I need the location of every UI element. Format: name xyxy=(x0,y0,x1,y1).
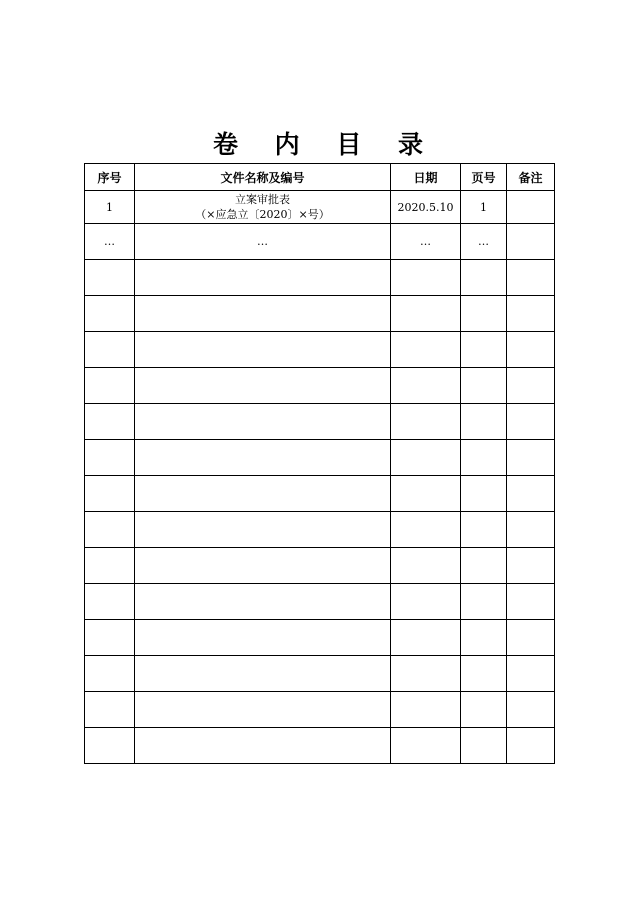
cell-document-name xyxy=(135,404,391,440)
table-row xyxy=(85,656,555,692)
cell-page-number xyxy=(461,656,507,692)
cell-date xyxy=(391,476,461,512)
cell-date: 2020.5.10 xyxy=(391,191,461,224)
cell-date xyxy=(391,620,461,656)
cell-document-name xyxy=(135,191,391,224)
cell-serial-number xyxy=(85,332,135,368)
cell-document-name xyxy=(135,692,391,728)
cell-document-name xyxy=(135,296,391,332)
cell-page-number xyxy=(461,476,507,512)
cell-date xyxy=(391,260,461,296)
cell-serial-number xyxy=(85,512,135,548)
cell-remarks xyxy=(507,548,555,584)
cell-date xyxy=(391,440,461,476)
document-name-line: 立案审批表 xyxy=(235,193,290,206)
cell-document-name xyxy=(135,584,391,620)
cell-date xyxy=(391,728,461,764)
table-row xyxy=(85,368,555,404)
cell-serial-number xyxy=(85,584,135,620)
cell-date xyxy=(391,548,461,584)
cell-date xyxy=(391,368,461,404)
cell-remarks xyxy=(507,224,555,260)
table-row xyxy=(85,296,555,332)
cell-page-number xyxy=(461,440,507,476)
cell-serial-number xyxy=(85,440,135,476)
header-date: 日期 xyxy=(391,164,461,191)
catalog-table xyxy=(84,163,555,764)
cell-page-number xyxy=(461,368,507,404)
table-body xyxy=(85,191,555,764)
cell-remarks xyxy=(507,692,555,728)
cell-date xyxy=(391,332,461,368)
table-row xyxy=(85,404,555,440)
cell-remarks xyxy=(507,368,555,404)
cell-serial-number xyxy=(85,692,135,728)
cell-document-name xyxy=(135,728,391,764)
cell-remarks xyxy=(507,296,555,332)
cell-serial-number xyxy=(85,476,135,512)
cell-remarks xyxy=(507,191,555,224)
header-page-number: 页号 xyxy=(461,164,507,191)
cell-serial-number xyxy=(85,620,135,656)
cell-serial-number xyxy=(85,728,135,764)
cell-serial-number: … xyxy=(85,224,135,260)
header-serial-number: 序号 xyxy=(85,164,135,191)
cell-page-number xyxy=(461,728,507,764)
cell-document-name xyxy=(135,332,391,368)
table-header-row xyxy=(85,164,555,191)
cell-page-number xyxy=(461,332,507,368)
cell-remarks xyxy=(507,656,555,692)
document-name-line: … xyxy=(257,235,268,248)
header-remarks: 备注 xyxy=(507,164,555,191)
cell-date: … xyxy=(391,224,461,260)
cell-serial-number xyxy=(85,656,135,692)
table-row xyxy=(85,476,555,512)
table-row xyxy=(85,440,555,476)
table-row xyxy=(85,260,555,296)
cell-remarks xyxy=(507,476,555,512)
cell-remarks xyxy=(507,620,555,656)
cell-page-number xyxy=(461,296,507,332)
table-row xyxy=(85,728,555,764)
cell-page-number xyxy=(461,692,507,728)
table-row xyxy=(85,191,555,224)
cell-document-name xyxy=(135,656,391,692)
cell-date xyxy=(391,584,461,620)
cell-date xyxy=(391,656,461,692)
table-row xyxy=(85,548,555,584)
cell-date xyxy=(391,404,461,440)
cell-remarks xyxy=(507,728,555,764)
cell-page-number xyxy=(461,512,507,548)
cell-document-name xyxy=(135,476,391,512)
cell-page-number: … xyxy=(461,224,507,260)
cell-remarks xyxy=(507,584,555,620)
document-number-line: （×应急立〔2020〕×号） xyxy=(195,208,330,221)
cell-serial-number: 1 xyxy=(85,191,135,224)
cell-serial-number xyxy=(85,404,135,440)
table-row xyxy=(85,224,555,260)
table-row xyxy=(85,584,555,620)
cell-page-number: 1 xyxy=(461,191,507,224)
page-title: 卷 内 目 录 xyxy=(212,130,438,159)
cell-document-name xyxy=(135,440,391,476)
cell-date xyxy=(391,296,461,332)
cell-page-number xyxy=(461,548,507,584)
cell-remarks xyxy=(507,404,555,440)
table-row xyxy=(85,512,555,548)
table-row xyxy=(85,332,555,368)
cell-remarks xyxy=(507,512,555,548)
cell-serial-number xyxy=(85,260,135,296)
cell-document-name xyxy=(135,548,391,584)
cell-page-number xyxy=(461,404,507,440)
cell-remarks xyxy=(507,440,555,476)
cell-serial-number xyxy=(85,548,135,584)
cell-remarks xyxy=(507,332,555,368)
cell-date xyxy=(391,512,461,548)
cell-page-number xyxy=(461,620,507,656)
cell-serial-number xyxy=(85,296,135,332)
table-row xyxy=(85,620,555,656)
cell-document-name xyxy=(135,512,391,548)
cell-page-number xyxy=(461,260,507,296)
cell-document-name xyxy=(135,224,391,260)
cell-document-name xyxy=(135,620,391,656)
cell-remarks xyxy=(507,260,555,296)
cell-document-name xyxy=(135,368,391,404)
cell-serial-number xyxy=(85,368,135,404)
header-document-name: 文件名称及编号 xyxy=(135,164,391,191)
cell-document-name xyxy=(135,260,391,296)
table-row xyxy=(85,692,555,728)
cell-date xyxy=(391,692,461,728)
cell-page-number xyxy=(461,584,507,620)
